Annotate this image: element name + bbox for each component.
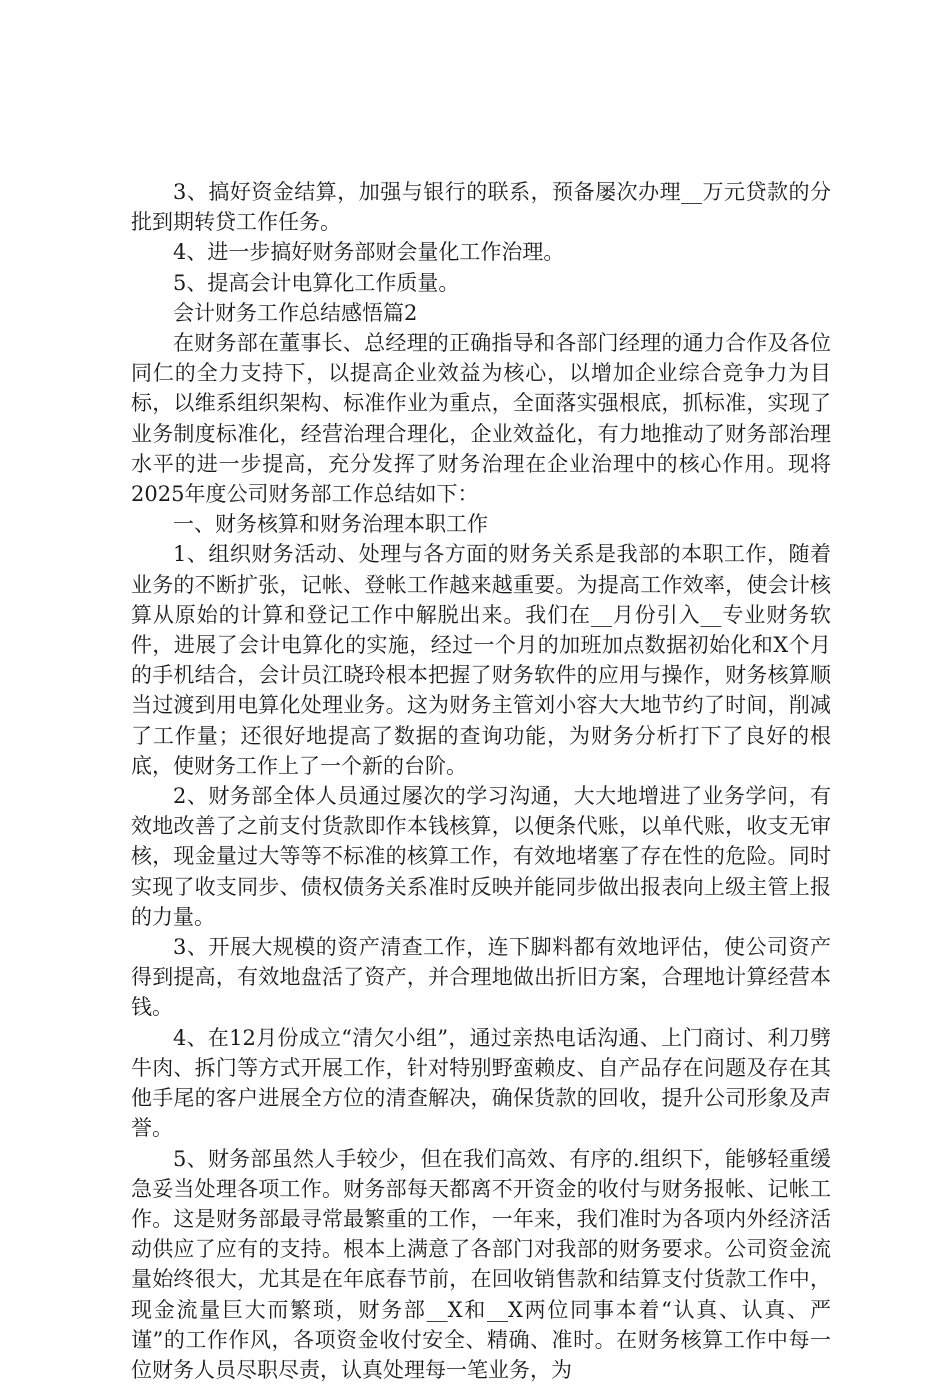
paragraph-point-3: 3、开展大规模的资产清查工作，连下脚料都有效地评估，使公司资产得到提高，有效地盘活了资产，并合理地做出折旧方案，合理地计算经营本钱。 xyxy=(131,932,831,1023)
paragraph-point-4: 4、在12月份成立“清欠小组”，通过亲热电话沟通、上门商讨、利刀劈牛肉、拆门等方式开展工作，针对特别野蛮赖皮、自产品存在问题及存在其他手尾的客户进展全方位的清查解决，确保货款的回收，提升公司形象及声誉。 xyxy=(131,1023,831,1144)
paragraph-point-1: 1、组织财务活动、处理与各方面的财务关系是我部的本职工作，随着业务的不断扩张，记帐、登帐工作越来越重要。为提高工作效率，使会计核算从原始的计算和登记工作中解脱出来。我们在__月份引入__专业财务软件，进展了会计电算化的实施，经过一个月的加班加点数据初始化和X个月的手机结合，会计员江晓玲根本把握了财务软件的应用与操作，财务核算顺当过渡到用电算化处理业务。这为财务主管刘小容大大地节约了时间，削减了工作量；还很好地提高了数据的查询功能，为财务分析打下了良好的根底，使财务工作上了一个新的台阶。 xyxy=(131,539,831,781)
paragraph-point-5: 5、财务部虽然人手较少，但在我们高效、有序的.组织下，能够轻重缓急妥当处理各项工作。财务部每天都离不开资金的收付与财务报帐、记帐工作。这是财务部最寻常最繁重的工作，一年来，我们准时为各项内外经济活动供应了应有的支持。根本上满意了各部门对我部的财务要求。公司资金流量始终很大，尤其是在年底春节前，在回收销售款和结算支付货款工作中，现金流量巨大而繁琐，财务部__X和__X两位同事本着“认真、认真、严谨”的工作作风，各项资金收付安全、精确、准时。在财务核算工作中每一位财务人员尽职尽责，认真处理每一笔业务，为 xyxy=(131,1144,831,1385)
paragraph-item-5-computerization: 5、提高会计电算化工作质量。 xyxy=(131,268,831,298)
paragraph-intro: 在财务部在董事长、总经理的正确指导和各部门经理的通力合作及各位同仁的全力支持下，以提高企业效益为核心，以增加企业综合竞争力为目标，以维系组织架构、标准作业为重点，全面落实强根底，抓标准，实现了业务制度标准化，经营治理合理化，企业效益化，有力地推动了财务部治理水平的进一步提高，充分发挥了财务治理在企业治理中的核心作用。现将2025年度公司财务部工作总结如下： xyxy=(131,328,831,509)
paragraph-item-3-fund-settlement: 3、搞好资金结算，加强与银行的联系，预备屡次办理__万元贷款的分批到期转贷工作任务。 xyxy=(131,177,831,237)
document-body xyxy=(131,177,831,1385)
paragraph-item-4-quantification: 4、进一步搞好财务部财会量化工作治理。 xyxy=(131,237,831,267)
paragraph-point-2: 2、财务部全体人员通过屡次的学习沟通，大大地增进了业务学问，有效地改善了之前支付货款即作本钱核算，以便条代账，以单代账，收支无审核，现金量过大等等不标准的核算工作，有效地堵塞了存在性的危险。同时实现了收支同步、债权债务关系准时反映并能同步做出报表向上级主管上报的力量。 xyxy=(131,781,831,932)
section-title: 会计财务工作总结感悟篇2 xyxy=(131,298,831,328)
section-heading-accounting: 一、财务核算和财务治理本职工作 xyxy=(131,509,831,539)
